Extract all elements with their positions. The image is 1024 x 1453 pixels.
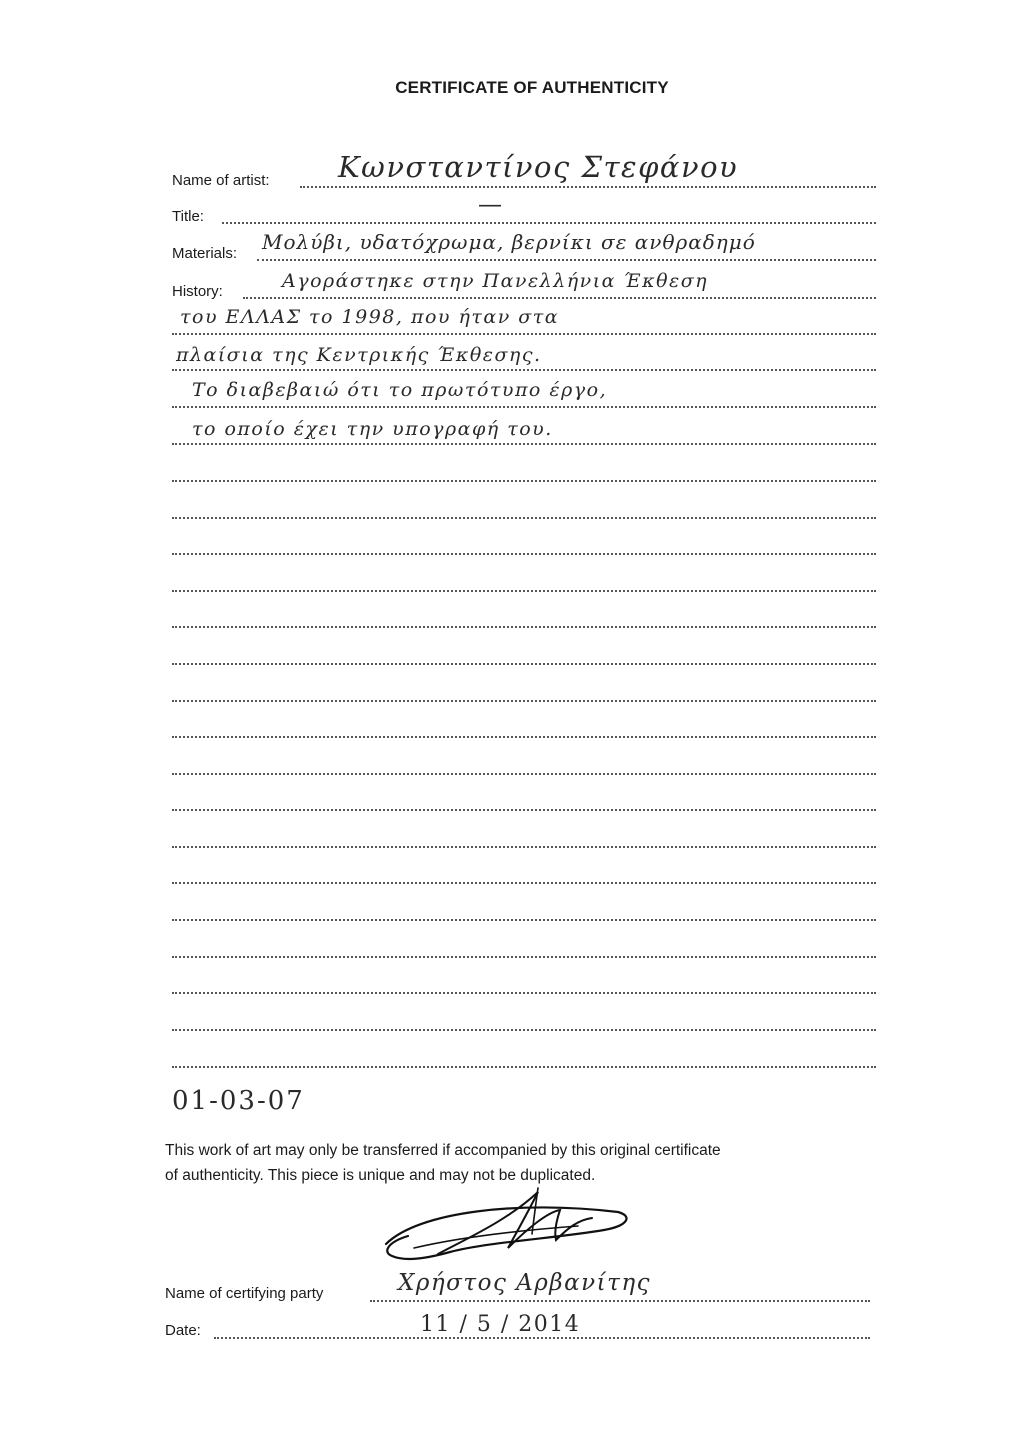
ruled-line <box>172 553 876 555</box>
ruled-line <box>172 773 876 775</box>
certificate-title: CERTIFICATE OF AUTHENTICITY <box>395 78 669 97</box>
title-handwritten: — <box>478 190 504 218</box>
history-handwritten-line-3: πλαίσια της Κεντρικής Έκθεσης. <box>176 344 542 366</box>
ruled-line <box>172 700 876 702</box>
history-line-3 <box>172 369 876 371</box>
ruled-line <box>172 919 876 921</box>
ruled-line <box>172 480 876 482</box>
date-label: Date: <box>165 1322 201 1339</box>
certifying-party-label: Name of certifying party <box>165 1285 324 1302</box>
ruled-line <box>172 626 876 628</box>
history-line-1 <box>243 297 876 299</box>
notice-line-2: of authenticity. This piece is unique and may not be duplicated. <box>165 1167 596 1184</box>
ruled-line <box>172 736 876 738</box>
ruled-line <box>172 663 876 665</box>
history-label: History: <box>172 283 223 300</box>
date-handwritten: 11 / 5 / 2014 <box>420 1312 581 1337</box>
artist-name-handwritten: Κωνσταντίνος Στεφάνου <box>338 150 739 184</box>
artist-name-label: Name of artist: <box>172 172 270 189</box>
date-line <box>214 1337 870 1339</box>
history-line-4 <box>172 406 876 408</box>
history-handwritten-line-1: Αγοράστηκε στην Πανελλήνια Έκθεση <box>282 270 709 292</box>
history-line-2 <box>172 333 876 335</box>
ruled-line <box>172 992 876 994</box>
artist-name-line <box>300 186 876 188</box>
catalog-number-handwritten: 01-03-07 <box>172 1086 305 1116</box>
materials-line <box>257 259 876 261</box>
history-handwritten-line-5: το οποίο έχει την υπογραφή του. <box>192 418 553 440</box>
ruled-line <box>172 846 876 848</box>
ruled-line <box>172 882 876 884</box>
title-line <box>222 222 876 224</box>
history-handwritten-line-4: Το διαβεβαιώ ότι το πρωτότυπο έργο, <box>192 379 608 401</box>
ruled-line <box>172 809 876 811</box>
materials-label: Materials: <box>172 245 238 262</box>
title-label: Title: <box>172 208 204 225</box>
ruled-line <box>172 517 876 519</box>
certifier-name-handwritten: Χρήστος Αρβανίτης <box>398 1270 651 1296</box>
ruled-line <box>172 956 876 958</box>
notice-line-1: This work of art may only be transferred if accompanied by this original certificate <box>165 1142 721 1159</box>
materials-handwritten: Μολύβι, υδατόχρωμα, βερνίκι σε ανθραδημό <box>262 230 756 254</box>
ruled-line <box>172 1029 876 1031</box>
history-handwritten-line-2: του ΕΛΛΑΣ το 1998, που ήταν στα <box>180 306 560 328</box>
history-line-5 <box>172 443 876 445</box>
ruled-line <box>172 1066 876 1068</box>
ruled-line <box>172 590 876 592</box>
certifying-party-line <box>370 1300 870 1302</box>
signature-image <box>378 1182 648 1272</box>
